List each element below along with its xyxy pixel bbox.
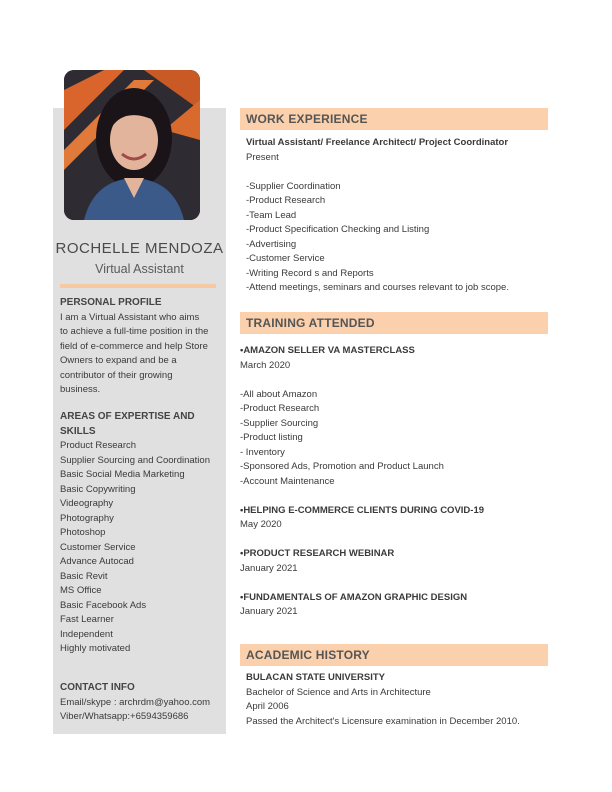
profile-line: I am a Virtual Assistant who aims — [60, 311, 200, 323]
school-name: BULACAN STATE UNIVERSITY — [246, 672, 385, 683]
job-duty: -Customer Service — [246, 253, 325, 264]
contact-phone: Viber/Whatsapp:+6594359686 — [60, 711, 189, 722]
course-topic: -Supplier Sourcing — [240, 417, 319, 429]
training-header — [240, 312, 548, 334]
skill-item: Photoshop — [60, 527, 106, 538]
academic-heading: ACADEMIC HISTORY — [246, 648, 370, 662]
contact-section — [60, 681, 220, 725]
job-duty: -Attend meetings, seminars and courses relevant to job scope. — [246, 282, 509, 293]
skill-item: Basic Facebook Ads — [60, 599, 147, 611]
profile-line: contributor of their growing — [60, 369, 173, 381]
skill-item: Supplier Sourcing and Coordination — [60, 454, 210, 466]
course-topic: - Inventory — [240, 446, 285, 458]
job-role: Virtual Assistant/ Freelance Architect/ Project Coordinator — [246, 137, 509, 148]
licensure-note: Passed the Architect's Licensure examination in December 2010. — [246, 715, 520, 727]
skill-item: Basic Social Media Marketing — [60, 469, 185, 480]
course-name: •PRODUCT RESEARCH WEBINAR — [240, 548, 395, 559]
course-topic: -Sponsored Ads, Promotion and Product Launch — [240, 461, 444, 472]
spacer — [240, 533, 484, 548]
spacer — [246, 165, 509, 180]
graduation-date: April 2006 — [246, 701, 289, 712]
skill-item: Photography — [60, 512, 114, 524]
work-experience-heading: WORK EXPERIENCE — [246, 112, 368, 126]
job-duty: -Product Research — [246, 195, 326, 206]
degree: Bachelor of Science and Arts in Architecture — [246, 686, 431, 698]
job-duty: -Advertising — [246, 238, 297, 250]
candidate-name: ROCHELLE MENDOZA — [55, 240, 224, 257]
job-duty: -Product Specification Checking and Listing — [246, 224, 430, 235]
spacer — [240, 489, 484, 504]
skill-item: Independent — [60, 628, 113, 640]
spacer — [240, 373, 484, 388]
candidate-title: Virtual Assistant — [95, 262, 184, 276]
academic-header — [240, 644, 548, 666]
job-duty: -Writing Record s and Reports — [246, 267, 374, 279]
course-date: May 2020 — [240, 519, 282, 530]
contact-email: Email/skype : archrdm@yahoo.com — [60, 696, 211, 708]
course-date: January 2021 — [240, 606, 298, 617]
skill-item: Videography — [60, 498, 114, 509]
course-name: •FUNDAMENTALS OF AMAZON GRAPHIC DESIGN — [240, 591, 468, 603]
skill-item: Product Research — [60, 440, 137, 451]
skill-item: Basic Revit — [60, 570, 108, 582]
profile-line: to achieve a full-time position in the — [60, 326, 209, 337]
job-duty: -Team Lead — [246, 209, 297, 221]
skills-section — [60, 410, 220, 657]
skill-item: Basic Copywriting — [60, 483, 136, 495]
work-experience-header — [240, 108, 548, 130]
skill-item: MS Office — [60, 585, 102, 596]
course-topic: -All about Amazon — [240, 388, 318, 400]
course-date: January 2021 — [240, 562, 298, 574]
skill-item: Customer Service — [60, 541, 136, 553]
work-experience — [246, 136, 509, 296]
course-name: •AMAZON SELLER VA MASTERCLASS — [240, 345, 415, 356]
personal-profile — [60, 296, 220, 398]
profile-line: business. — [60, 384, 101, 395]
skills-heading: SKILLS — [60, 425, 96, 437]
job-period: Present — [246, 151, 279, 163]
course-date: March 2020 — [240, 359, 291, 371]
course-topic: -Product Research — [240, 403, 320, 414]
skills-heading: AREAS OF EXPERTISE AND — [60, 411, 195, 422]
course-topic: -Account Maintenance — [240, 475, 335, 487]
profile-photo — [64, 70, 200, 220]
job-duty: -Supplier Coordination — [246, 180, 341, 192]
course-topic: -Product listing — [240, 432, 303, 443]
skill-item: Highly motivated — [60, 643, 131, 654]
contact-heading: CONTACT INFO — [60, 682, 135, 693]
profile-line: Owners to expand and be a — [60, 355, 177, 366]
training-heading: TRAINING ATTENDED — [246, 316, 375, 330]
divider — [60, 284, 216, 288]
profile-line: field of e-commerce and help Store — [60, 340, 208, 352]
skill-item: Advance Autocad — [60, 556, 134, 567]
skill-item: Fast Learner — [60, 614, 114, 625]
training-section — [240, 344, 484, 620]
academic-section — [246, 671, 520, 729]
course-name: •HELPING E-COMMERCE CLIENTS DURING COVID-19 — [240, 504, 485, 516]
personal-profile-heading: PERSONAL PROFILE — [60, 297, 162, 308]
spacer — [240, 576, 484, 591]
